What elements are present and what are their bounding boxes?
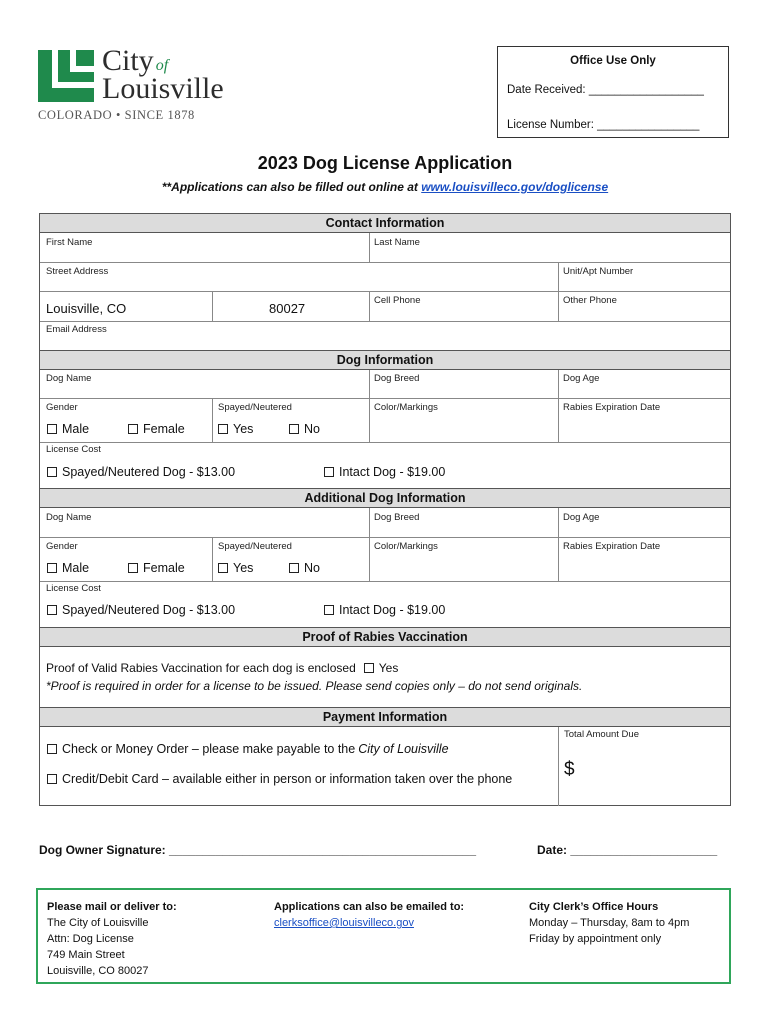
gender-label: Gender	[46, 402, 78, 413]
unit-number-field[interactable]: Unit/Apt Number	[563, 266, 634, 277]
checkbox-icon	[47, 605, 57, 615]
office-hours-info: City Clerk’s Office Hours Monday – Thursday, 8am to 4pm Friday by appointment only	[529, 901, 690, 945]
dog2-name-field[interactable]: Dog Name	[46, 512, 92, 523]
license-cost-label: License Cost	[46, 444, 101, 455]
city-logo	[38, 46, 258, 126]
checkbox-icon	[47, 424, 57, 434]
rabies-proof-line: Proof of Valid Rabies Vaccination for each dog is enclosed Yes	[46, 661, 399, 675]
spayed-label: Spayed/Neutered	[218, 402, 292, 413]
checkbox-icon	[289, 563, 299, 573]
checkbox-icon	[47, 563, 57, 573]
dog2-gender-female-checkbox[interactable]: Female	[128, 561, 185, 575]
date-received-field[interactable]: Date Received: __________________	[507, 84, 704, 96]
dog2-license-cost-label: License Cost	[46, 583, 101, 594]
first-name-field[interactable]: First Name	[46, 237, 93, 248]
checkbox-icon	[218, 424, 228, 434]
rabies-proof-note: *Proof is required in order for a license to be issued. Please send copies only – do not send originals.	[46, 679, 583, 693]
intact-cost-checkbox[interactable]: Intact Dog - $19.00	[324, 465, 445, 479]
gender-female-checkbox[interactable]: Female	[128, 422, 185, 436]
dog2-gender-male-checkbox[interactable]: Male	[47, 561, 89, 575]
dog2-color-markings-field[interactable]: Color/Markings	[374, 541, 438, 552]
checkbox-icon	[47, 744, 57, 754]
dog2-gender-label: Gender	[46, 541, 78, 552]
zip-value: 80027	[269, 301, 306, 316]
dog2-spayed-yes-checkbox[interactable]: Yes	[218, 561, 253, 575]
rabies-expiration-field[interactable]: Rabies Expiration Date	[563, 402, 661, 413]
dog-breed-field[interactable]: Dog Breed	[374, 373, 420, 384]
checkbox-icon	[218, 563, 228, 573]
color-markings-field[interactable]: Color/Markings	[374, 402, 438, 413]
dog2-spayed-label: Spayed/Neutered	[218, 541, 292, 552]
dog-name-field[interactable]: Dog Name	[46, 373, 92, 384]
logo-louisville-text: Louisville	[102, 72, 224, 105]
checkbox-icon	[47, 467, 57, 477]
spayed-yes-checkbox[interactable]: Yes	[218, 422, 253, 436]
payment-header: Payment Information	[40, 707, 730, 727]
checkbox-icon	[47, 774, 57, 784]
application-form	[39, 213, 731, 806]
dog2-spayed-cost-checkbox[interactable]: Spayed/Neutered Dog - $13.00	[47, 603, 235, 617]
rabies-yes-checkbox[interactable]	[364, 663, 374, 673]
check-money-order-checkbox[interactable]: Check or Money Order – please make payable to the City of Louisville	[47, 742, 449, 756]
contact-header: Contact Information	[40, 213, 730, 233]
gender-male-checkbox[interactable]: Male	[47, 422, 89, 436]
email-info: Applications can also be emailed to: clerksoffice@louisvilleco.gov	[274, 901, 465, 929]
clerk-email-link[interactable]: clerksoffice@louisvilleco.gov	[274, 917, 414, 929]
logo-city-text: City of	[102, 44, 169, 77]
last-name-field[interactable]: Last Name	[374, 237, 420, 248]
footer-info-box	[36, 888, 731, 984]
checkbox-icon	[289, 424, 299, 434]
signature-date-field[interactable]: Date: ______________________	[537, 843, 718, 857]
dog2-rabies-expiration-field[interactable]: Rabies Expiration Date	[563, 541, 661, 552]
office-use-title: Office Use Only	[570, 55, 656, 67]
spayed-cost-checkbox[interactable]: Spayed/Neutered Dog - $13.00	[47, 465, 235, 479]
city-state-value: Louisville, CO	[46, 301, 127, 316]
dog-info-header: Dog Information	[40, 350, 730, 370]
credit-card-checkbox[interactable]: Credit/Debit Card – available either in person or information taken over the phone	[47, 772, 512, 786]
license-number-field[interactable]: License Number: ________________	[507, 119, 700, 131]
checkbox-icon	[324, 467, 334, 477]
dog-age-field[interactable]: Dog Age	[563, 373, 600, 384]
street-address-field[interactable]: Street Address	[46, 266, 109, 277]
owner-signature-field[interactable]: Dog Owner Signature: ______________________________________________	[39, 843, 477, 857]
page-title: 2023 Dog License Application	[257, 153, 513, 173]
dog2-breed-field[interactable]: Dog Breed	[374, 512, 420, 523]
additional-dog-header: Additional Dog Information	[40, 488, 730, 508]
total-amount-field[interactable]: $	[564, 759, 575, 780]
page-subtitle: **Applications can also be filled out online at www.louisvilleco.gov/doglicense	[161, 180, 609, 194]
checkbox-icon	[324, 605, 334, 615]
email-address-field[interactable]: Email Address	[46, 324, 107, 335]
cell-phone-field[interactable]: Cell Phone	[374, 295, 421, 306]
spayed-no-checkbox[interactable]: No	[289, 422, 320, 436]
checkbox-icon	[128, 563, 138, 573]
logo-mark-icon	[38, 50, 94, 102]
checkbox-icon	[128, 424, 138, 434]
dog2-age-field[interactable]: Dog Age	[563, 512, 600, 523]
total-amount-label: Total Amount Due	[564, 729, 639, 740]
rabies-header: Proof of Rabies Vaccination	[40, 627, 730, 647]
office-use-box	[497, 46, 729, 138]
logo-subtitle: COLORADO • SINCE 1878	[38, 108, 195, 122]
dog2-spayed-no-checkbox[interactable]: No	[289, 561, 320, 575]
online-license-link[interactable]: www.louisvilleco.gov/doglicense	[421, 180, 609, 194]
other-phone-field[interactable]: Other Phone	[563, 295, 617, 306]
mail-info: Please mail or deliver to: The City of Louisville Attn: Dog License 749 Main Street Louisville, CO 80027	[47, 901, 177, 977]
dog2-intact-cost-checkbox[interactable]: Intact Dog - $19.00	[324, 603, 445, 617]
